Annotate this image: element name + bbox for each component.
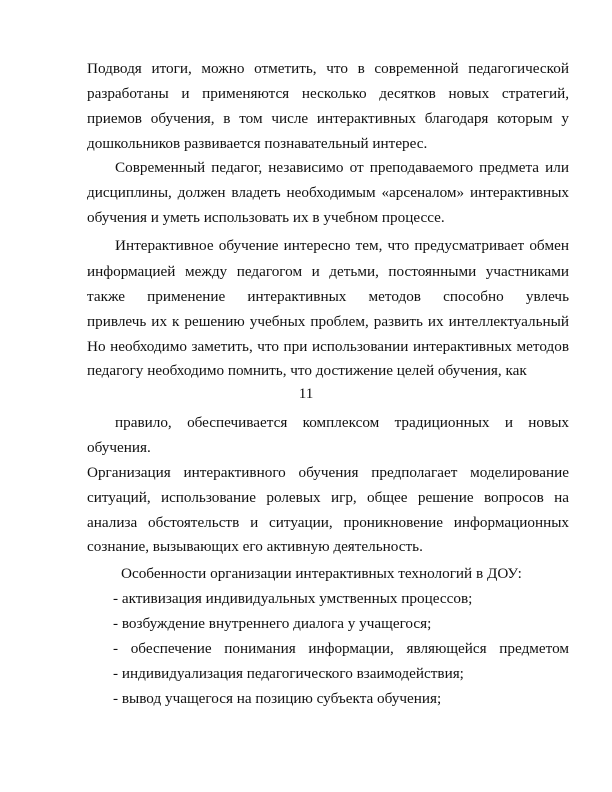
paragraph-3-line-1: Интерактивное обучение интересно тем, что предусматривает обмен bbox=[115, 237, 569, 254]
continuation-line-1: правило, обеспечивается комплексом традиционных и новых bbox=[115, 414, 569, 431]
paragraph-3-line-3: также применение интерактивных методов способно увлечь bbox=[87, 288, 569, 305]
features-item-3: - обеспечение понимания информации, являющейся предметом bbox=[113, 640, 569, 657]
paragraph-3-line-2: информацией между педагогом и детьми, постоянными участниками bbox=[87, 263, 569, 280]
features-heading: Особенности организации интерактивных технологий в ДОУ: bbox=[121, 565, 522, 582]
paragraph-1-line-4: дошкольников развивается познавательный интерес. bbox=[87, 135, 428, 152]
continuation-line-2: обучения. bbox=[87, 439, 151, 456]
organization-line-2: ситуаций, использование ролевых игр, общее решение вопросов на bbox=[87, 489, 569, 506]
paragraph-2-line-2: дисциплины, должен владеть необходимым «арсеналом» интерактивных bbox=[87, 184, 569, 201]
paragraph-2-line-1: Современный педагог, независимо от преподаваемого предмета или bbox=[115, 159, 569, 176]
features-item-4: - индивидуализация педагогического взаимодействия; bbox=[113, 665, 464, 682]
paragraph-1-line-2: разработаны и применяются несколько десятков новых стратегий, bbox=[87, 85, 569, 102]
paragraph-1-line-3: приемов обучения, в том числе интерактивных благодаря которым у bbox=[87, 110, 569, 127]
features-item-2: - возбуждение внутреннего диалога у учащегося; bbox=[113, 615, 432, 632]
paragraph-3-line-6: педагогу необходимо помнить, что достижение целей обучения, как bbox=[87, 362, 527, 379]
features-item-1: - активизация индивидуальных умственных процессов; bbox=[113, 590, 473, 607]
paragraph-3-line-4: привлечь их к решению учебных проблем, развить их интеллектуальный bbox=[87, 313, 569, 330]
organization-line-1: Организация интерактивного обучения предполагает моделирование bbox=[87, 464, 569, 481]
organization-line-4: сознание, вызывающих его активную деятельность. bbox=[87, 538, 423, 555]
paragraph-2-line-3: обучения и уметь использовать их в учебном процессе. bbox=[87, 209, 445, 226]
paragraph-3-line-5: Но необходимо заметить, что при использовании интерактивных методов bbox=[87, 338, 569, 355]
features-item-5: - вывод учащегося на позицию субъекта обучения; bbox=[113, 690, 442, 707]
page-number: 11 bbox=[298, 385, 314, 402]
paragraph-1-line-1: Подводя итоги, можно отметить, что в современной педагогической bbox=[87, 60, 569, 77]
organization-line-3: анализа обстоятельств и ситуации, проникновение информационных bbox=[87, 514, 569, 531]
